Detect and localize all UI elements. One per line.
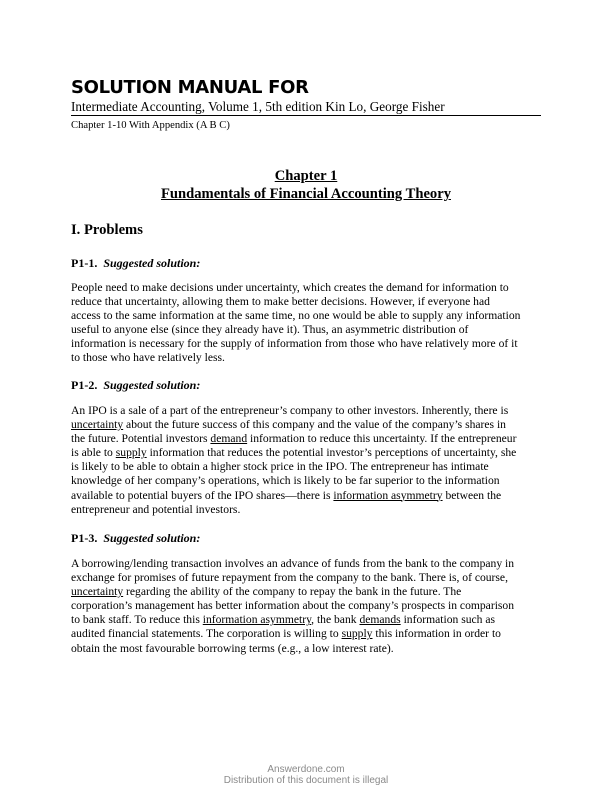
chapter-title: Fundamentals of Financial Accounting Theory: [160, 186, 451, 202]
problem-label: [71, 378, 200, 392]
text-line: [71, 627, 545, 641]
text-segment: access to the same information at the same time, no one would be able to supply any information: [71, 309, 521, 323]
problem-subtitle: Suggested solution:: [103, 531, 201, 545]
footer-notice: Distribution of this document is illegal: [223, 775, 389, 786]
chapter-range: Chapter 1-10 With Appendix (A B C): [71, 120, 230, 131]
underlined-term: uncertainty: [71, 418, 124, 432]
text-line: [71, 642, 545, 656]
text-line: [71, 599, 545, 613]
problem-label: [71, 256, 200, 270]
book-citation: Intermediate Accounting, Volume 1, 5th edition Kin Lo, George Fisher: [71, 99, 541, 116]
problem-answer: [71, 281, 545, 366]
text-segment: information such as: [400, 613, 496, 627]
text-segment: regarding the ability of the company to repay the bank in the future. The: [123, 585, 462, 599]
text-segment: A borrowing/lending transaction involves an advance of funds from the bank to the company in: [71, 557, 515, 570]
text-line: [71, 571, 545, 585]
text-segment: is likely to be able to obtain a higher stock price in the IPO. The entrepreneur has intimate: [71, 460, 489, 474]
text-segment: the future. Potential investors: [71, 432, 211, 446]
manual-title: SOLUTION MANUAL FOR: [71, 77, 309, 98]
chapter-heading: [71, 167, 541, 203]
text-line: [71, 323, 545, 337]
problem-id: P1-1.: [71, 256, 98, 270]
text-line: [71, 309, 545, 323]
text-line: [71, 474, 545, 488]
underlined-term: supply: [115, 446, 147, 460]
text-line: [71, 404, 545, 418]
text-segment: entrepreneur and potential investors.: [71, 502, 241, 516]
text-line: [71, 337, 545, 351]
chapter-number: Chapter 1: [274, 168, 338, 184]
text-segment: , the bank: [311, 613, 360, 627]
text-line: [71, 557, 545, 571]
text-segment: this information in order to: [372, 627, 501, 641]
text-line: [71, 295, 545, 309]
text-segment: is able to: [71, 446, 116, 460]
problem-answer: [71, 404, 545, 517]
text-segment: information to reduce this uncertainty. If the entrepreneur: [247, 432, 517, 446]
underlined-term: supply: [341, 627, 373, 641]
text-segment: corporation’s management has better information about the company’s prospects in comparison: [71, 599, 515, 613]
text-segment: between the: [442, 488, 502, 502]
problem-answer: [71, 557, 545, 656]
underlined-term: information asymmetry: [333, 488, 443, 502]
text-segment: to bank staff. To reduce this: [71, 613, 203, 627]
text-segment: information is necessary for the supply of information from those who have relatively more of it: [71, 337, 518, 351]
text-segment: exchange for promises of future repayment from the company to the bank. There is, of course,: [71, 571, 508, 585]
problem-subtitle: Suggested solution:: [103, 256, 201, 270]
underlined-term: uncertainty: [71, 585, 124, 599]
underlined-term: demand: [210, 432, 248, 446]
text-line: [71, 613, 545, 627]
text-line: [71, 281, 545, 295]
problem-id: P1-2.: [71, 378, 98, 392]
text-segment: audited financial statements. The corporation is willing to: [71, 627, 342, 641]
underlined-term: information asymmetry: [202, 613, 312, 627]
problem-label: [71, 531, 200, 545]
text-line: [71, 446, 545, 460]
text-segment: knowledge of her company’s operations, which is likely to be far superior to the information: [71, 474, 500, 488]
problem-subtitle: Suggested solution:: [103, 378, 201, 392]
watermark-footer: [0, 764, 612, 786]
text-line: [71, 432, 545, 446]
text-segment: information that reduces the potential investor’s perceptions of uncertainty, she: [146, 446, 517, 460]
text-line: [71, 585, 545, 599]
text-segment: An IPO is a sale of a part of the entrepreneur’s company to other investors. Inherently, there is: [71, 404, 509, 417]
text-segment: to those who have relatively less.: [71, 351, 225, 365]
text-line: [71, 489, 545, 503]
underlined-term: demands: [359, 613, 401, 627]
text-segment: about the future success of this company and the value of the company’s shares in: [123, 418, 506, 432]
text-line: [71, 351, 545, 365]
text-segment: People need to make decisions under uncertainty, which creates the demand for information to: [71, 281, 509, 294]
problem-id: P1-3.: [71, 531, 98, 545]
text-segment: useful to anyone else (since they already have it). Thus, an asymmetric distribution of: [71, 323, 469, 337]
text-line: [71, 460, 545, 474]
text-segment: reduce that uncertainty, allowing them to make better decisions. However, if everyone had: [71, 295, 490, 309]
text-segment: obtain the most favourable borrowing terms (e.g., a low interest rate).: [71, 641, 394, 655]
text-line: [71, 503, 545, 517]
text-line: [71, 418, 545, 432]
section-heading: I. Problems: [71, 222, 143, 238]
text-segment: available to potential buyers of the IPO shares—there is: [71, 488, 334, 502]
footer-site: Answerdone.com: [267, 764, 345, 775]
